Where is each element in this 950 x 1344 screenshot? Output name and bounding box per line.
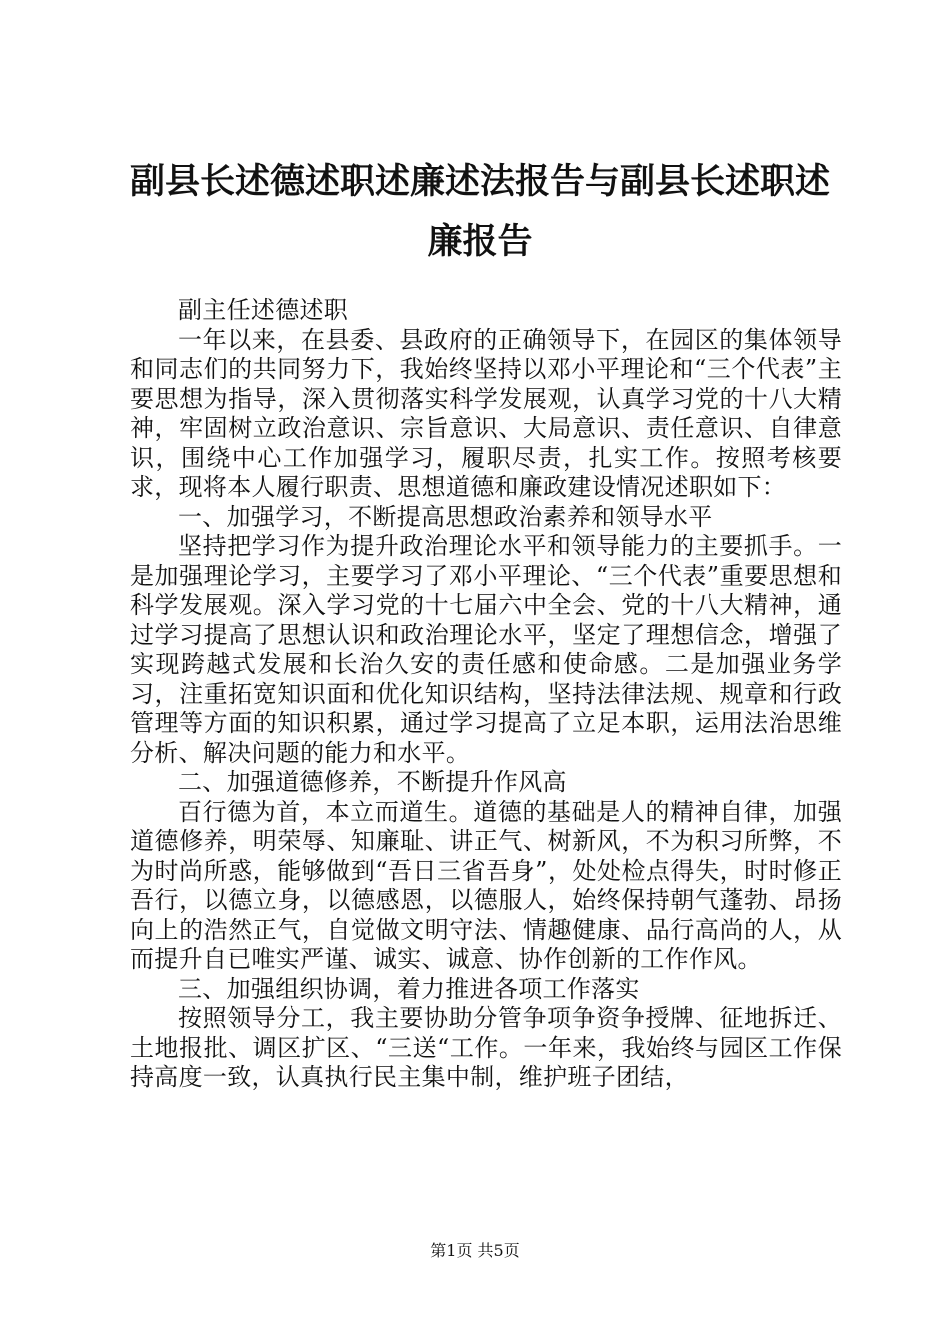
document-body [130, 296, 842, 1093]
document-title-line-2: 廉报告 [427, 221, 533, 262]
page-number-footer: 第1页 共5页 [430, 1241, 520, 1260]
document-title-line-1: 副县长述德述职述廉述法报告与副县长述职述 [129, 161, 830, 202]
section-heading: 三、加强组织协调，着力推进各项工作落实 [178, 974, 640, 1003]
section-heading: 二、加强道德修养，不断提升作风高 [178, 768, 567, 796]
paragraph: 按照领导分工，我主要协助分管争项争资争授牌、征地拆迁、土地报批、调区扩区、“三送“工作。一年来，我始终与园区工作保持高度一致，认真执行民主集中制，维护班子团结， [130, 1004, 842, 1091]
paragraph: 坚持把学习作为提升政治理论水平和领导能力的主要抓手。一是加强理论学习，主要学习了邓小平理论、“三个代表”重要思想和科学发展观。深入学习党的十七届六中全会、党的十八大精神，通过学习提高了思想认识和政治理论水平，坚定了理想信念，增强了实现跨越式发展和长治久安的责任感和使命感。二是加强业务学习，注重拓宽知识面和优化知识结构，坚持法律法规、规章和行政管理等方面的知识积累，通过学习提高了立足本职，运用法治思维分析、解决问题的能力和水平。 [130, 532, 842, 767]
section-heading: 一、加强学习，不断提高思想政治素养和领导水平 [178, 502, 713, 531]
paragraph: 一年以来，在县委、县政府的正确领导下，在园区的集体领导和同志们的共同努力下，我始终坚持以邓小平理论和“三个代表”主要思想为指导，深入贯彻落实科学发展观，认真学习党的十八大精神，牢固树立政治意识、宗旨意识、大局意识、责任意识、自律意识，围绕中心工作加强学习，履职尽责，扎实工作。按照考核要求，现将本人履行职责、思想道德和廉政建设情况述职如下： [130, 325, 842, 501]
paragraph: 百行德为首，本立而道生。道德的基础是人的精神自律，加强道德修养，明荣辱、知廉耻、讲正气、树新风，不为积习所弊，不为时尚所惑，能够做到“吾日三省吾身”，处处检点得失，时时修正吾行，以德立身，以德感恩，以德服人，始终保持朝气蓬勃、昂扬向上的浩然正气，自觉做文明守法、情趣健康、品行高尚的人，从而提升自已唯实严谨、诚实、诚意、协作创新的工作作风。 [130, 797, 842, 973]
section-subtitle: 副主任述德述职 [178, 296, 349, 324]
